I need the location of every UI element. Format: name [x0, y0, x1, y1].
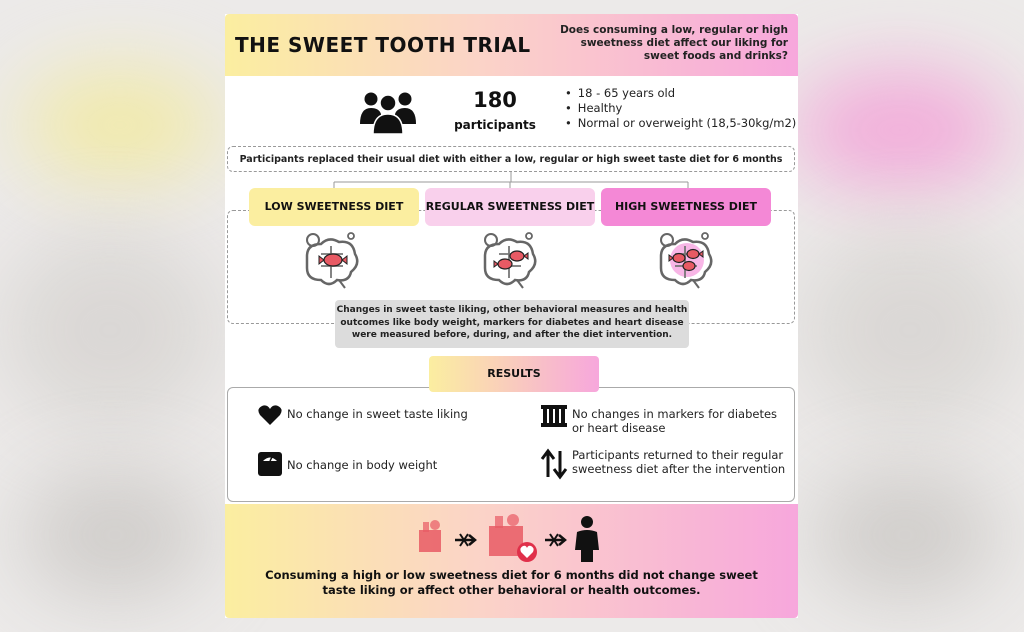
infographic-card	[225, 14, 798, 618]
criteria-item: • Healthy	[565, 101, 796, 116]
results-box	[227, 387, 795, 502]
brain-candy-icon-low	[299, 230, 365, 292]
page-title: THE SWEET TOOTH TRIAL	[235, 33, 531, 57]
scale-icon	[258, 452, 282, 476]
result-disease-markers: No changes in markers for diabetes or heart disease	[572, 407, 778, 435]
test-tubes-icon	[541, 405, 567, 427]
branch-connector	[225, 14, 798, 194]
criteria-item: • 18 - 65 years old	[565, 86, 796, 101]
result-taste-liking: No change in sweet taste liking	[287, 407, 468, 421]
low-sweetness-diet-label: LOW SWEETNESS DIET	[249, 188, 419, 226]
grocery-bag-icon-small	[419, 520, 441, 552]
not-causes-arrow-icon	[455, 534, 475, 546]
person-icon	[575, 516, 599, 562]
grocery-bag-heart-icon	[489, 514, 537, 562]
measures-box: Changes in sweet taste liking, other behavioral measures and health outcomes like body weight, markers for diabetes and heart disease were measured before, during, and after the diet intervention.	[335, 300, 689, 348]
up-down-arrows-icon	[540, 447, 568, 481]
research-question: Does consuming a low, regular or high sweetness diet affect our liking for sweet foods and drinks?	[560, 24, 788, 62]
conclusion-icons	[415, 512, 605, 564]
brain-candy-icon-regular	[477, 230, 543, 292]
result-diet-return: Participants returned to their regular sweetness diet after the intervention	[572, 448, 786, 476]
participant-label: participants	[454, 118, 536, 132]
regular-sweetness-diet-label: REGULAR SWEETNESS DIET	[425, 188, 595, 226]
intervention-box: Participants replaced their usual diet with either a low, regular or high sweet taste diet for 6 months	[227, 146, 795, 172]
heart-icon	[258, 404, 282, 426]
high-sweetness-diet-label: HIGH SWEETNESS DIET	[601, 188, 771, 226]
results-label: RESULTS	[429, 356, 599, 392]
criteria-item: • Normal or overweight (18,5-30kg/m2)	[565, 116, 796, 131]
not-causes-arrow-icon	[545, 534, 565, 546]
brain-candy-icon-high	[653, 230, 719, 292]
participant-count: 180	[473, 88, 517, 112]
conclusion-text: Consuming a high or low sweetness diet for 6 months did not change sweet taste liking or affect other behavioral or health outcomes.	[265, 568, 758, 597]
result-body-weight: No change in body weight	[287, 458, 438, 472]
